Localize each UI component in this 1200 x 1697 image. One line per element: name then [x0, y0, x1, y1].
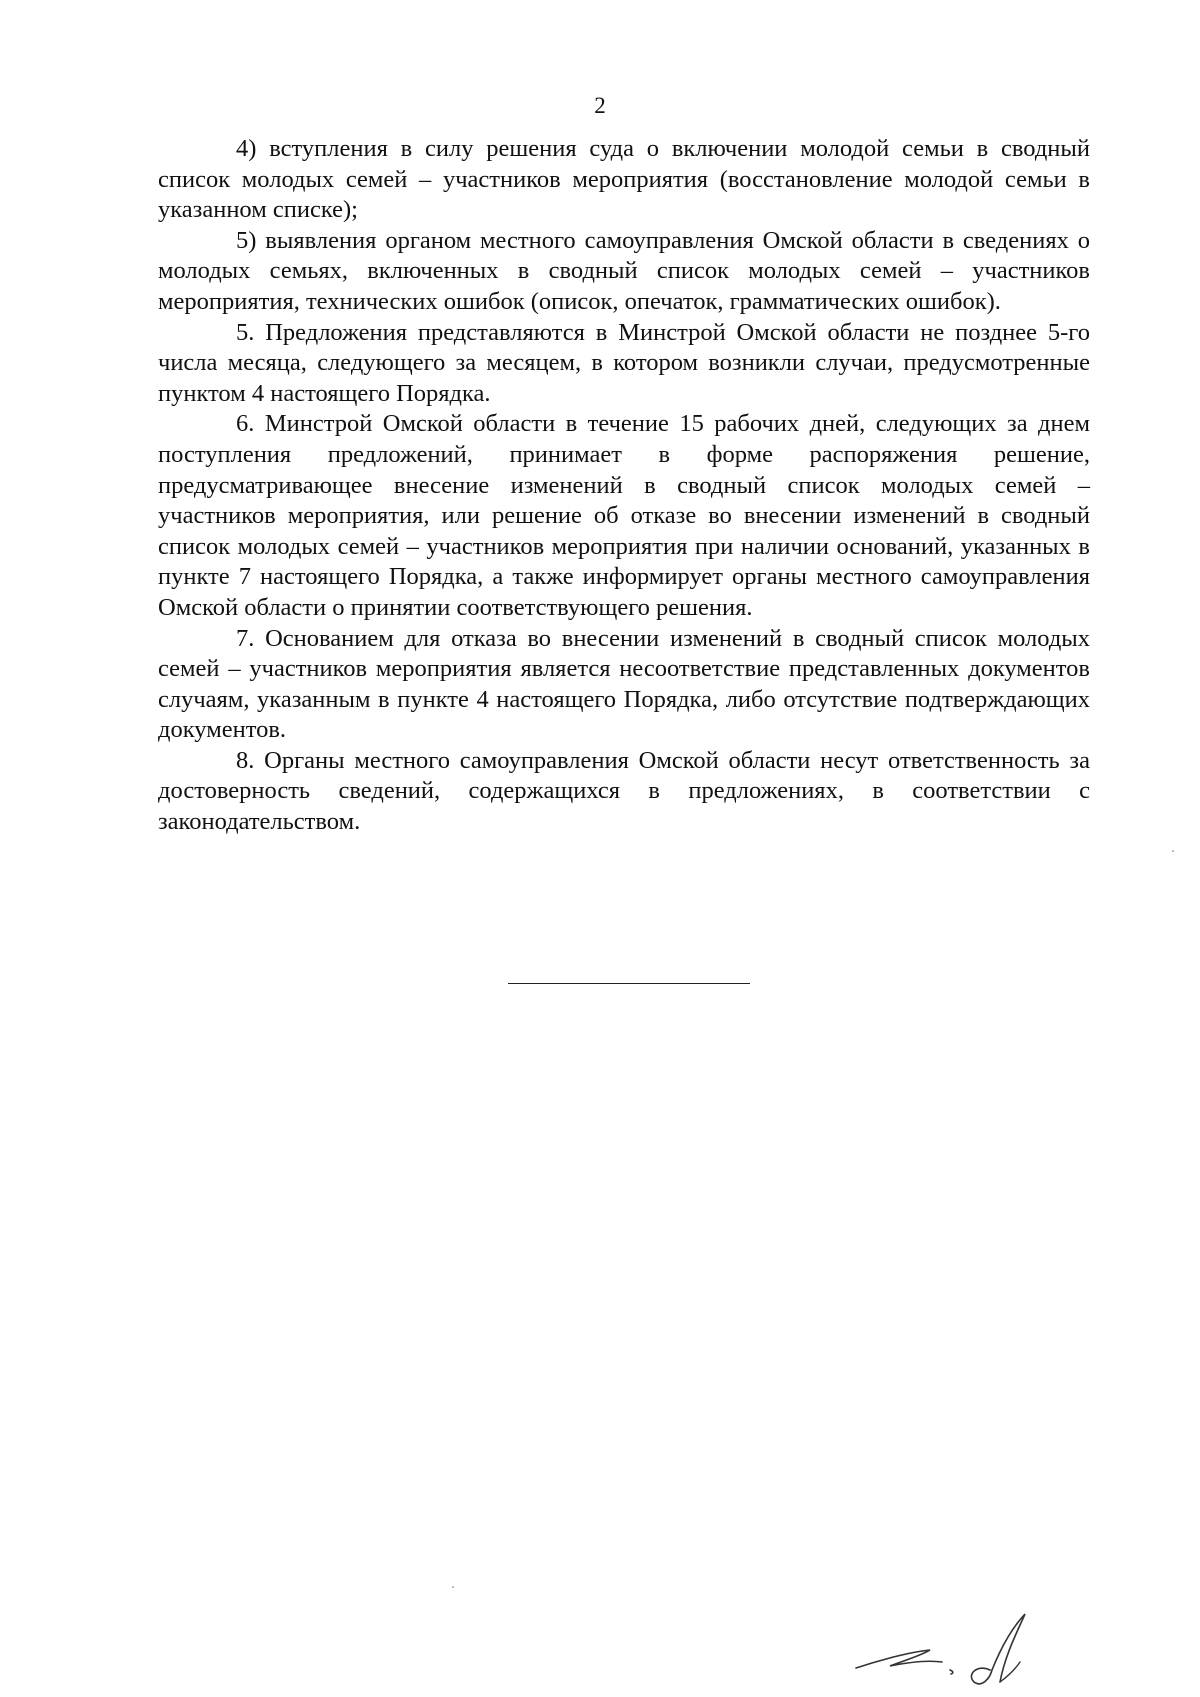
- paragraph-section-5: 5. Предложения представляются в Минстрой Омской области не позднее 5-го числа месяца, следующего за месяцем, в котором возникли случаи, предусмотренные пунктом 4 настоящего Порядка.: [158, 318, 1090, 407]
- end-of-text-rule: [508, 983, 750, 984]
- paragraph-item-5: 5) выявления органом местного самоуправления Омской области в сведениях о молодых семьях, включенных в сводный список молодых семей – участников мероприятия, технических ошибок (описок, опечаток, грамматических ошибок).: [158, 226, 1090, 315]
- scan-speck: [452, 1586, 454, 1588]
- document-body: [158, 134, 1090, 838]
- paragraph-section-8: 8. Органы местного самоуправления Омской области несут ответственность за достоверность сведений, содержащихся в предложениях, в соответствии с законодательством.: [158, 746, 1090, 836]
- paragraph-section-6: 6. Минстрой Омской области в течение 15 рабочих дней, следующих за днем поступления предложений, принимает в форме распоряжения решение, предусматривающее внесение изменений в сводный список молодых семей – участников мероприятия, или решение об отказе во внесении изменений в сводный список молодых семей – участников мероприятия при наличии оснований, указанных в пункте 7 настоящего Порядка, а также информирует органы местного самоуправления Омской области о принятии соответствующего решения.: [158, 410, 1090, 621]
- page-number: 2: [594, 93, 606, 118]
- paragraph-section-7: 7. Основанием для отказа во внесении изменений в сводный список молодых семей – участников мероприятия является несоответствие представленных документов случаям, указанным в пункте 4 настоящего Порядка, либо отсутствие подтверждающих документов.: [158, 624, 1090, 744]
- scan-speck: [1172, 850, 1174, 852]
- paragraph-item-4: 4) вступления в силу решения суда о включении молодой семьи в сводный список молодых семей – участников мероприятия (восстановление молодой семьи в указанном списке);: [158, 135, 1090, 224]
- handwritten-signature: [850, 1600, 1050, 1690]
